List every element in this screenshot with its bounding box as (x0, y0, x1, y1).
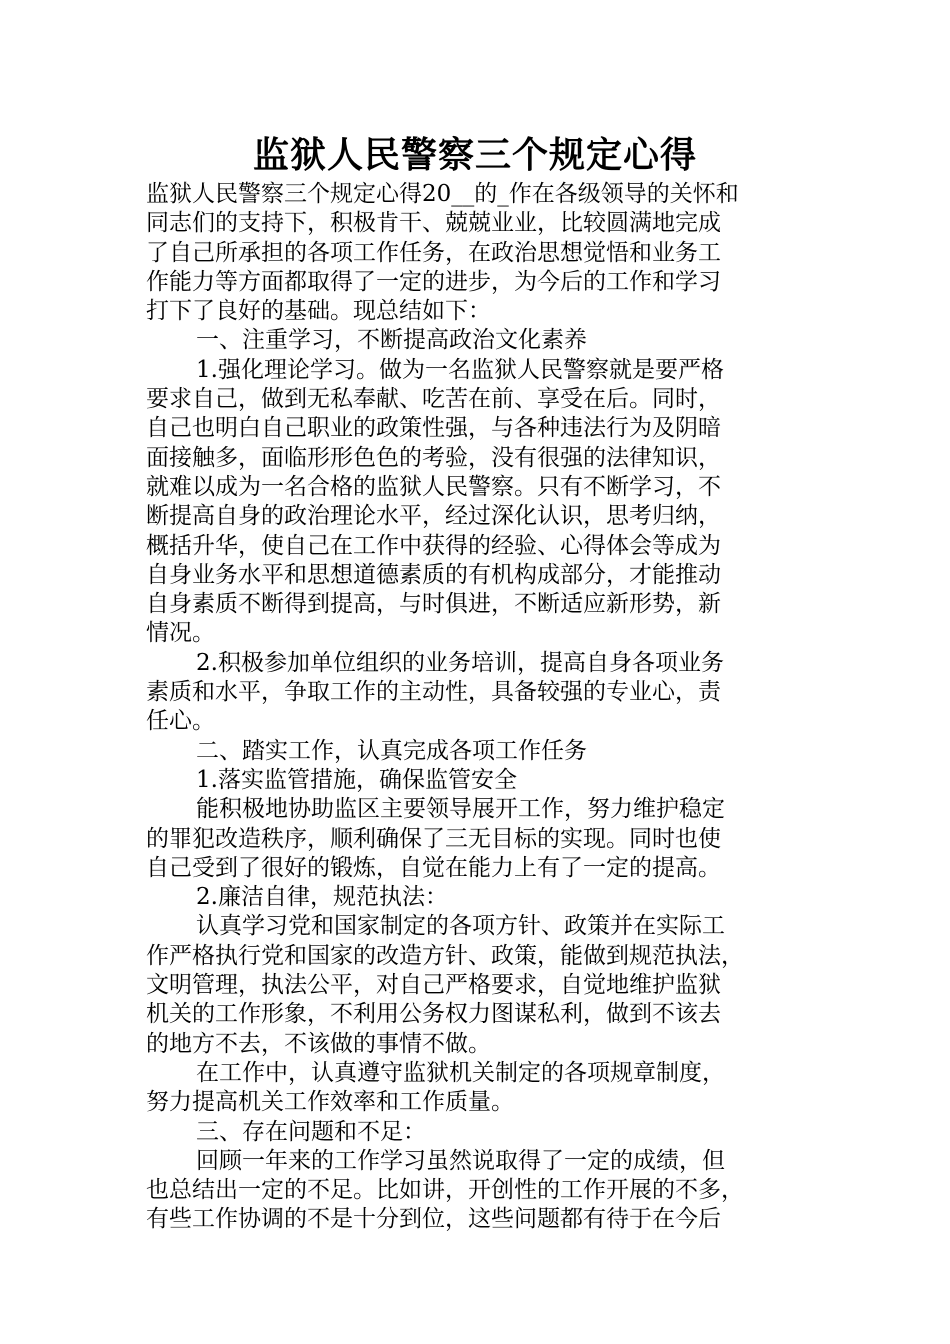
body-line: 有些工作协调的不是十分到位，这些问题都有待于在今后 (146, 1206, 721, 1233)
document-title: 监狱人民警察三个规定心得 (252, 134, 697, 176)
body-line: 自己受到了很好的锻炼，自觉在能力上有了一定的提高。 (146, 854, 721, 881)
body-line: 同志们的支持下，积极肯干、兢兢业业，比较圆满地完成 (146, 210, 721, 237)
body-line: 三、存在问题和不足： (196, 1118, 426, 1145)
body-line: 情况。 (146, 620, 215, 647)
body-line: 打下了良好的基础。现总结如下： (146, 298, 491, 325)
body-line: 机关的工作形象，不利用公务权力图谋私利，做到不该去 (146, 1001, 721, 1028)
body-line: 任心。 (146, 708, 215, 735)
body-line: 2.积极参加单位组织的业务培训，提高自身各项业务 (196, 649, 724, 676)
body-line: 断提高自身的政治理论水平，经过深化认识，思考归纳， (146, 503, 721, 530)
body-line: 素质和水平，争取工作的主动性，具备较强的专业心，责 (146, 679, 721, 706)
body-line: 二、踏实工作，认真完成各项工作任务 (196, 737, 587, 764)
body-line: 认真学习党和国家制定的各项方针、政策并在实际工 (196, 913, 725, 940)
body-line: 的罪犯改造秩序，顺利确保了三无目标的实现。同时也使 (146, 825, 721, 852)
body-line: 就难以成为一名合格的监狱人民警察。只有不断学习，不 (146, 473, 721, 500)
body-line: 也总结出一定的不足。比如讲，开创性的工作开展的不多， (146, 1177, 744, 1204)
body-line: 概括升华，使自己在工作中获得的经验、心得体会等成为 (146, 532, 721, 559)
body-line: 1.强化理论学习。做为一名监狱人民警察就是要严格 (196, 356, 724, 383)
body-line: 文明管理，执法公平，对自己严格要求，自觉地维护监狱 (146, 972, 721, 999)
body-line: 自身素质不断得到提高，与时俱进，不断适应新形势，新 (146, 591, 721, 618)
body-line: 回顾一年来的工作学习虽然说取得了一定的成绩，但 (196, 1147, 725, 1174)
body-line: 一、注重学习，不断提高政治文化素养 (196, 327, 587, 354)
body-line: 努力提高机关工作效率和工作质量。 (146, 1089, 514, 1116)
body-line: 要求自己，做到无私奉献、吃苦在前、享受在后。同时， (146, 386, 721, 413)
body-line: 了自己所承担的各项工作任务，在政治思想觉悟和业务工 (146, 239, 721, 266)
body-line: 作能力等方面都取得了一定的进步，为今后的工作和学习 (146, 268, 721, 295)
body-line: 1.落实监管措施，确保监管安全 (196, 766, 517, 793)
body-line: 自己也明白自己职业的政策性强，与各种违法行为及阴暗 (146, 415, 721, 442)
document-body (146, 180, 806, 1235)
body-line: 面接触多，面临形形色色的考验，没有很强的法律知识， (146, 444, 721, 471)
body-line: 能积极地协助监区主要领导展开工作，努力维护稳定 (196, 796, 725, 823)
body-line: 作严格执行党和国家的改造方针、政策，能做到规范执法， (146, 942, 744, 969)
body-line: 监狱人民警察三个规定心得20__的_作在各级领导的关怀和 (146, 181, 739, 207)
body-line: 2.廉洁自律，规范执法： (196, 884, 448, 911)
body-line: 的地方不去，不该做的事情不做。 (146, 1030, 491, 1057)
body-line: 自身业务水平和思想道德素质的有机构成部分，才能推动 (146, 561, 721, 588)
body-line: 在工作中，认真遵守监狱机关制定的各项规章制度， (196, 1059, 725, 1086)
